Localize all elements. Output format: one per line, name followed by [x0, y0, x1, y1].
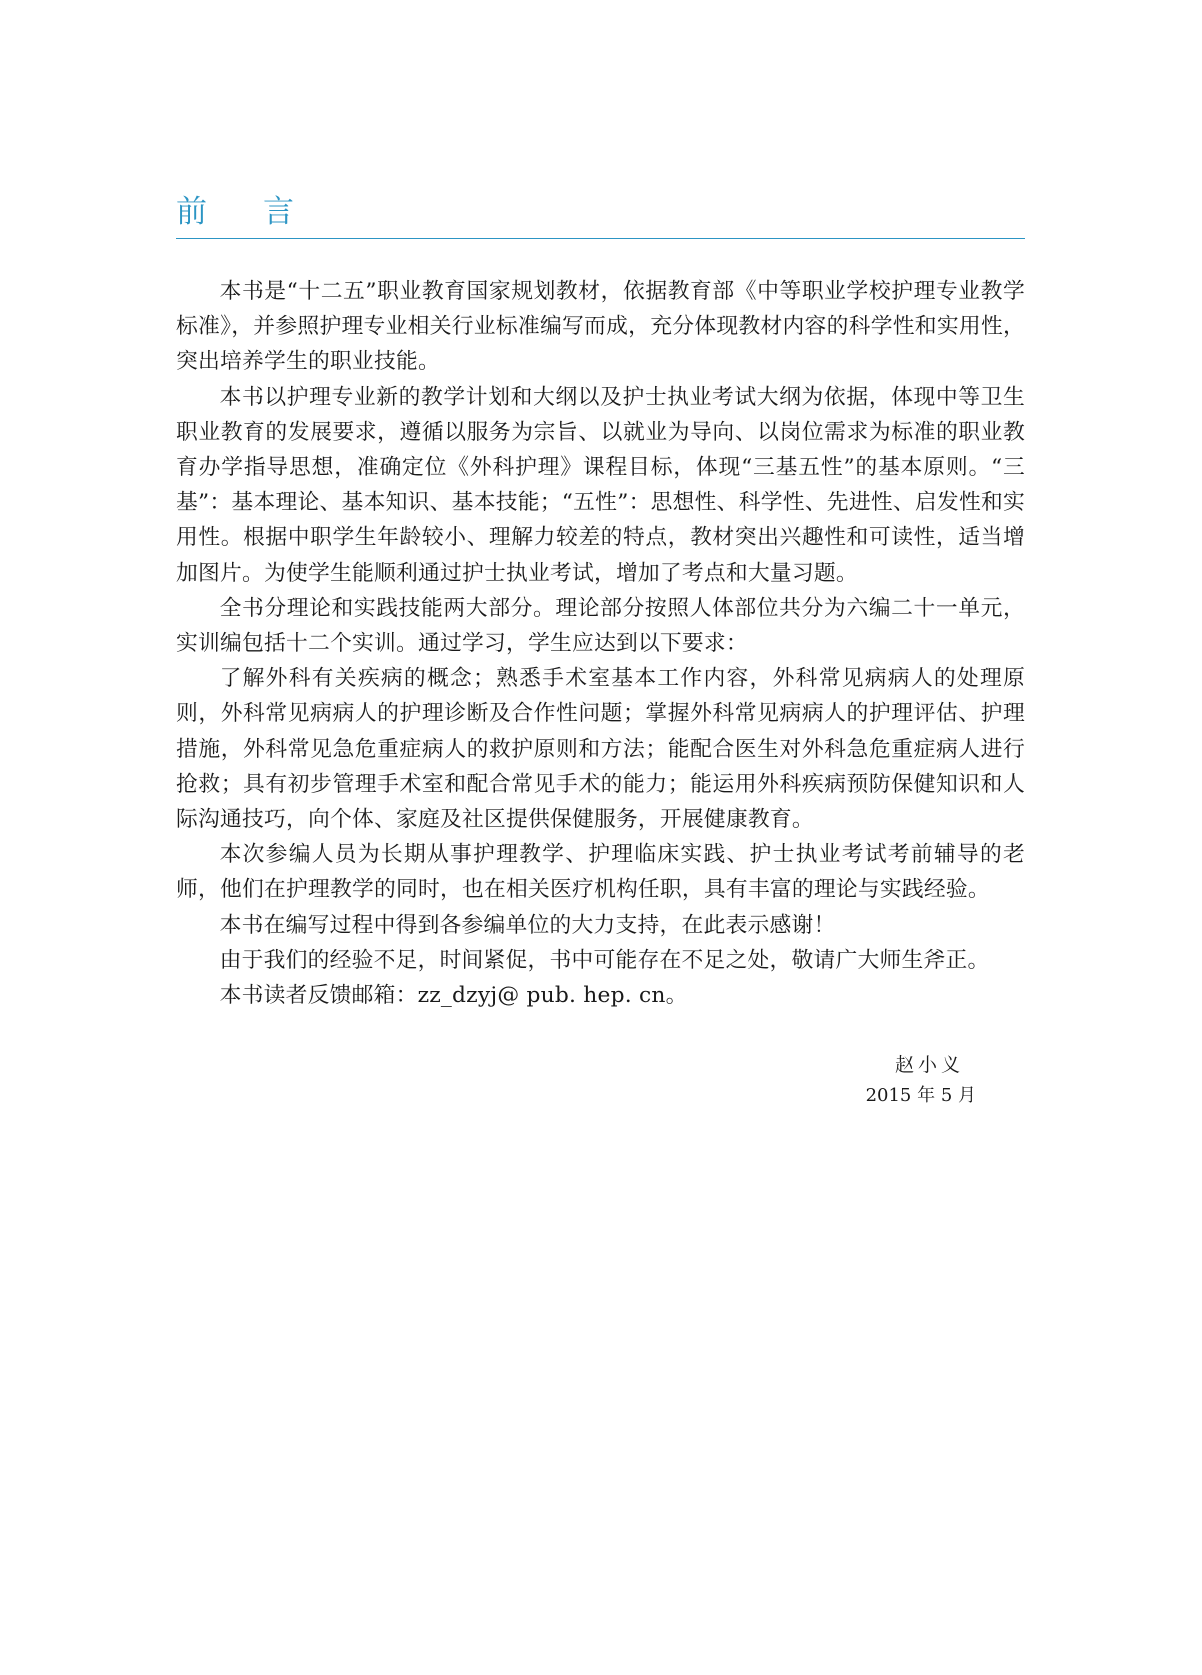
- paragraph: 由于我们的经验不足，时间紧促，书中可能存在不足之处，敬请广大师生斧正。: [219, 947, 990, 973]
- page-title-char-1: 前: [176, 194, 207, 230]
- page-title: [176, 186, 294, 231]
- author-name: 赵小义: [894, 1054, 964, 1076]
- paragraph: 本书是“十二五”职业教育国家规划教材，依据教育部《中等职业学校护理专业教学标准》，并参照护理专业相关行业标准编写而成，充分体现教材内容的科学性和实用性，突出培养学生的职业技能。: [176, 279, 1025, 375]
- signature-block: [866, 1050, 976, 1112]
- publication-date: 2015 年 5 月: [865, 1085, 976, 1106]
- feedback-email-paragraph: 本书读者反馈邮箱：zz_dzyj@ pub. hep. cn。: [219, 983, 688, 1009]
- paragraph: 本书在编写过程中得到各参编单位的大力支持，在此表示感谢！: [219, 912, 836, 938]
- paragraph: 本次参编人员为长期从事护理教学、护理临床实践、护士执业考试考前辅导的老师，他们在护理教学的同时，也在相关医疗机构任职，具有丰富的理论与实践经验。: [176, 842, 1025, 903]
- title-divider: [176, 238, 1025, 239]
- paragraph: 全书分理论和实践技能两大部分。理论部分按照人体部位共分为六编二十一单元，实训编包括十二个实训。通过学习，学生应达到以下要求：: [176, 595, 1025, 657]
- preface-body: [176, 274, 1025, 1013]
- paragraph: 了解外科有关疾病的概念；熟悉手术室基本工作内容，外科常见病病人的处理原则，外科常见病病人的护理诊断及合作性问题；掌握外科常见病病人的护理评估、护理措施，外科常见急危重症病人的救护原则和方法；能配合医生对外科急危重症病人进行抢救；具有初步管理手术室和配合常见手术的能力；能运用外科疾病预防保健知识和人际沟通技巧，向个体、家庭及社区提供保健服务，开展健康教育。: [176, 666, 1025, 833]
- page-title-char-2: 言: [263, 194, 294, 230]
- paragraph: 本书以护理专业新的教学计划和大纲以及护士执业考试大纲为依据，体现中等卫生职业教育的发展要求，遵循以服务为宗旨、以就业为导向、以岗位需求为标准的职业教育办学指导思想，准确定位《外科护理》课程目标，体现“三基五性”的基本原则。“三基”：基本理论、基本知识、基本技能；“五性”：思想性、科学性、先进性、启发性和实用性。根据中职学生年龄较小、理解力较差的特点，教材突出兴趣性和可读性，适当增加图片。为使学生能顺利通过护士执业考试，增加了考点和大量习题。: [176, 384, 1025, 586]
